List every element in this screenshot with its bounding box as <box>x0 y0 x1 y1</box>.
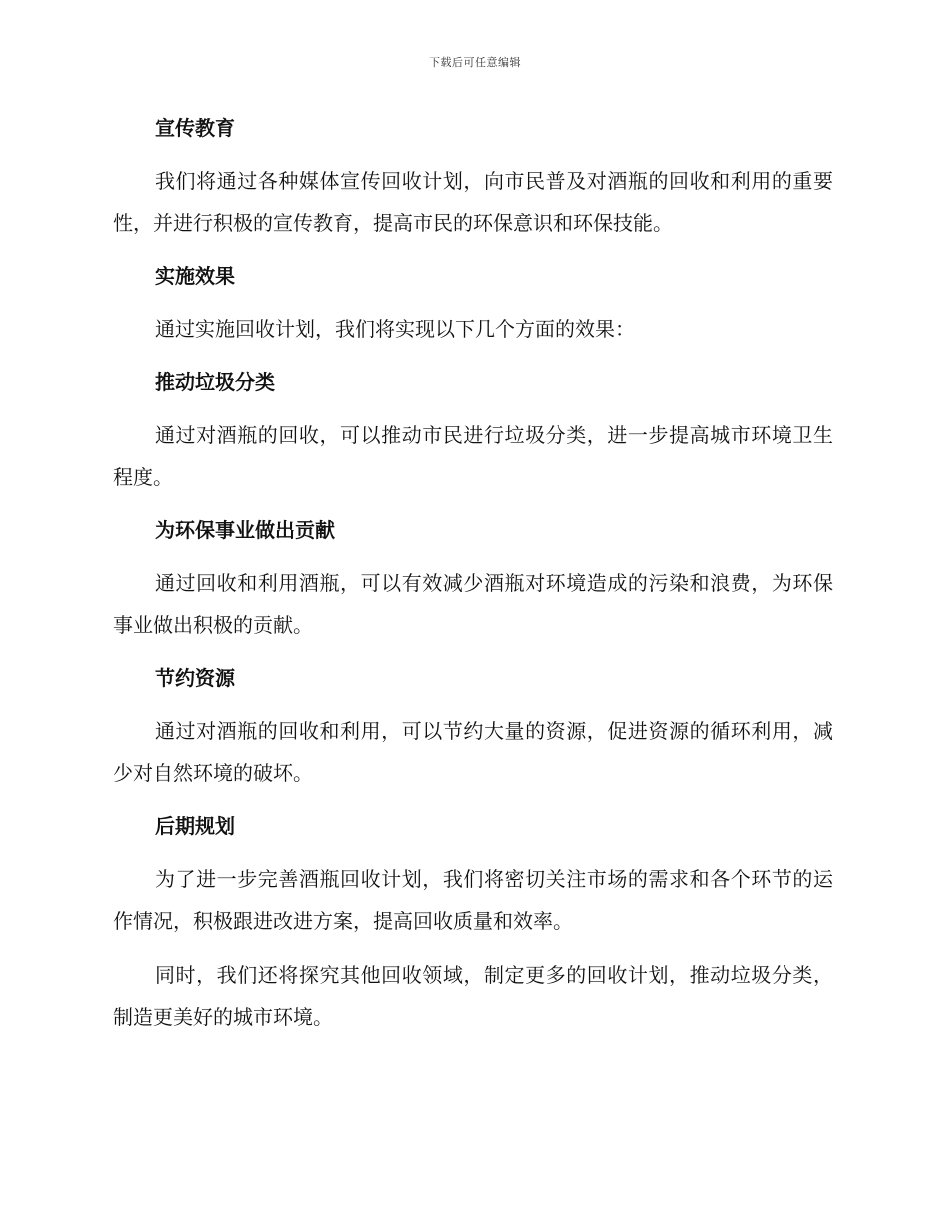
section-heading-publicity: 宣传教育 <box>155 116 235 140</box>
section-heading-contribution: 为环保事业做出贡献 <box>155 518 335 542</box>
paragraph-future-plan: 为了进一步完善酒瓶回收计划，我们将密切关注市场的需求和各个环节的运作情况，积极跟进改进方案，提高回收质量和效率。 <box>113 867 833 933</box>
paragraph-sorting: 通过对酒瓶的回收，可以推动市民进行垃圾分类，进一步提高城市环境卫生程度。 <box>113 423 833 489</box>
paragraph-publicity: 我们将通过各种媒体宣传回收计划，向市民普及对酒瓶的回收和利用的重要性，并进行积极的宣传教育，提高市民的环保意识和环保技能。 <box>113 169 833 235</box>
page-header-note: 下载后可任意编辑 <box>429 56 521 69</box>
section-heading-resources: 节约资源 <box>155 666 235 690</box>
paragraph-effects-intro: 通过实施回收计划，我们将实现以下几个方面的效果： <box>155 317 635 341</box>
paragraph-contribution: 通过回收和利用酒瓶，可以有效减少酒瓶对环境造成的污染和浪费，为环保事业做出积极的贡献。 <box>113 571 833 637</box>
section-heading-future-plan: 后期规划 <box>155 814 235 838</box>
paragraph-future-plan-more: 同时，我们还将探究其他回收领域，制定更多的回收计划，推动垃圾分类，制造更美好的城市环境。 <box>113 963 833 1029</box>
document-body <box>113 108 833 1050</box>
paragraph-resources: 通过对酒瓶的回收和利用，可以节约大量的资源，促进资源的循环利用，减少对自然环境的破坏。 <box>113 719 833 785</box>
section-heading-sorting: 推动垃圾分类 <box>155 370 275 394</box>
section-heading-effects: 实施效果 <box>155 264 235 288</box>
